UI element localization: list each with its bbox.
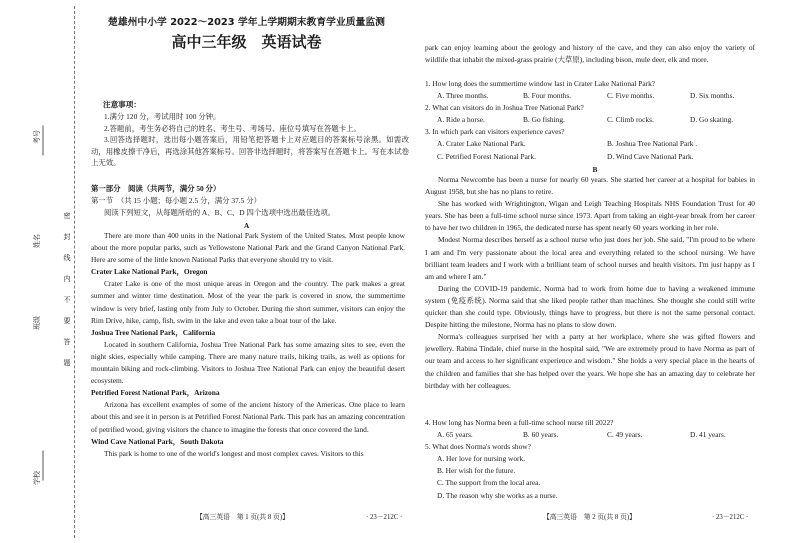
option-c: C. Climb rocks.: [607, 115, 654, 125]
passage-b-paragraph: Norma Newcombe has been a nurse for nearly 60 years. She started her career at a hospital for babies in August 1958, but she has no plans to retire.: [425, 175, 755, 197]
option-a: A. 65 years.: [437, 430, 473, 440]
option-d: D. The reason why she works as a nurse.: [437, 490, 558, 500]
class-label: 班级: [33, 316, 41, 330]
option-a: A. Ride a horse.: [437, 115, 485, 125]
option-a: A. Her love for nursing work.: [437, 454, 526, 464]
park-text: Crater Lake is one of the most unique areas in Oregon and the country. The park makes a great summer and winter time destination. Most of the year the park is covered in snow, the summertime window is very brief, lasting only from July to October. During the short summer, visitors can enjoy the Rim Drive, hike, camp, fish, swim in the lake and even take a boat tour of the lake.: [91, 279, 405, 325]
park-text: This park is home to one of the world's longest and most complex caves. Visitors to this: [104, 448, 364, 458]
page-1-footer: 【高三英语 第 1 页(共 8 页)】: [196, 514, 289, 521]
option-b: B. Go fishing.: [523, 115, 565, 125]
option-d: D. 41 years.: [690, 430, 726, 440]
passage-b-label: B: [592, 165, 598, 174]
option-b: B. Her wish for the future.: [437, 466, 516, 476]
park-text: Located in southern California, Joshua Tree National Park has some amazing sites to see, even the night skies, especially while camping. There are many nature trails, hiking trails, as well as options for mountain biking and rock-climbing. Visitors to Joshua Tree National Park can enjoy the beautiful desert ecosystem.: [91, 339, 405, 386]
school-line: [43, 451, 44, 481]
question-stem: 1. How long does the summertime window last in Crater Lake National Park?: [425, 79, 656, 88]
option-c: C. Five months.: [607, 91, 655, 101]
park-heading: Joshua Tree National Park，California: [91, 327, 216, 337]
page-1-code: · 23－212C ·: [366, 514, 403, 521]
exam-number-label: 考号: [33, 130, 41, 144]
school-label: 学校: [33, 471, 41, 485]
questions-b: [425, 417, 760, 502]
note-item: 1.满分 120 分，考试用时 100 分钟。: [104, 112, 221, 121]
option-a: A. Crater Lake National Park.: [437, 139, 526, 149]
option-b: B. Four months.: [523, 91, 572, 101]
question-stem: 5. What does Norma's words show?: [425, 442, 531, 452]
passage-b-paragraph: Norma's colleagues surprised her with a party at her workplace, where she was gifted flowers and jewellery. Rabina Tindale, chief nurse in the hospital said, "We are extremely proud to have Norma as part of our team and access to her significant experience and wisdom." She holds a very special place in the hearts of the children and families that she has helped over the years. We hope she has an amazing day to celebrate her birthday with her colleagues.: [425, 332, 755, 390]
park-text: Arizona has excellent examples of some of the ancient history of the Americas. One place to learn about this and see it in person is at Petrified Forest National Park. This park has an amazing concentration of petrified wood, giving visitors the chance to imagine the forests that once covered the land.: [91, 400, 405, 434]
notes-body: [91, 111, 409, 169]
question-stem: 4. How long has Norma been a full-time school nurse till 2022?: [425, 418, 614, 427]
option-b: B. 60 years.: [523, 430, 559, 440]
option-a: A. Three months.: [437, 91, 489, 101]
page-2-code: · 23－212C ·: [712, 514, 749, 521]
park-heading: Wind Cave National Park，South Dakota: [91, 436, 224, 446]
park-heading: Crater Lake National Park，Oregon: [91, 267, 208, 277]
option-d: D. Six months.: [690, 91, 735, 101]
option-b: B. Joshua Tree National Park .: [607, 139, 698, 149]
exam-subtitle: 高中三年级 英语试卷: [171, 33, 322, 51]
page-2-footer: 【高三英语 第 2 页(共 8 页)】: [543, 514, 636, 521]
binding-dashed-line: [74, 6, 75, 538]
name-label: 姓名: [33, 234, 41, 248]
park-heading: Petrified Forest National Park，Arizona: [91, 388, 220, 398]
passage-a-label: A: [243, 221, 250, 230]
passage-b-paragraph: Modest Norma describes herself as a school nurse who just does her job. She said, "I'm proud to be where I am and I'm very passionate about the local area and everything related to the school nursing. We have brilliant team leaders and I work with a brilliant team of school nurses and health visitors. I'm just happy as I am and where I am.": [425, 235, 755, 281]
note-item: 3.回答选择题时，选出每小题答案后，用铅笔把答题卡上对应题目的答案标号涂黑。如需改动，用橡皮擦干净后，再选涂其他答案标号。回答非选择题时，将答案写在答题卡上。写在本试卷上无效。: [91, 135, 409, 167]
question-stem: 3. In which park can visitors experience caves?: [425, 127, 565, 137]
subsection-heading: 第一节 （共 15 小题；每小题 2.5 分，满分 37.5 分）: [91, 196, 261, 205]
notes-heading: 注意事项：: [103, 100, 141, 109]
part-heading: 第一部分 阅读（共两节，满分 50 分）: [91, 184, 221, 193]
option-c: C. 49 years.: [607, 430, 643, 440]
passage-b: [425, 174, 755, 392]
exam-title: 楚雄州中小学 2022～2023 学年上学期期末教育学业质量监测: [108, 17, 385, 28]
seal-text: 密 封 线 内 不 要 答 题: [63, 212, 71, 367]
question-stem: 2. What can visitors do in Joshua Tree National Park?: [425, 103, 584, 113]
instructions: 阅读下列短文，从每题所给的 A、B、C、D 四个选项中选出最佳选项。: [104, 208, 336, 217]
passage-a-continuation: park can enjoy learning about the geology and history of the cave, and they can also enjoy the variety of wildlife that inhabit the mixed-grass prairie (大草原), including bison, mule deer, elk and more.: [425, 43, 755, 65]
note-item: 2.答题前，考生务必将自己的姓名、考生号、考场号、座位号填写在答题卡上。: [104, 123, 361, 133]
passage-a-intro: There are more than 400 units in the National Park System of the United States. Most people know about the more popular parks, such as Yellowstone National Park and the Grand Canyon National Park. Here are some of the little known National Parks that everyone should try to visit.: [91, 231, 405, 265]
passage-b-paragraph: During the COVID-19 pandemic, Norma had to work from home due to having a weakened immune system (免疫系统). Norma said that she liked people rather than machines. She thought she could still write quicker than she could type. Obviously, things have to progress, but there is not the same personal contact. Despite hitting the milestone, Norma has no plans to slow down.: [425, 283, 755, 330]
option-d: D. Go skating.: [690, 115, 734, 125]
questions-a: [425, 78, 760, 163]
passage-b-paragraph: She has worked with Wrightington, Wigan and Leigh Teaching Hospitals NHS Foundation Trust for 40 years. She has been a full-time school nurse since 1973. Apart from taking an eight-year break from her career to have her two children in 1965, the dedicated nurse has spent nearly 60 years working in her role.: [425, 199, 755, 233]
option-c: C. The support from the local area.: [437, 478, 541, 488]
option-c: C. Petrified Forest National Park.: [437, 151, 536, 161]
passage-a: [91, 230, 405, 460]
option-d: D. Wind Cave National Park.: [607, 151, 694, 161]
exam-number-line: [43, 126, 44, 156]
